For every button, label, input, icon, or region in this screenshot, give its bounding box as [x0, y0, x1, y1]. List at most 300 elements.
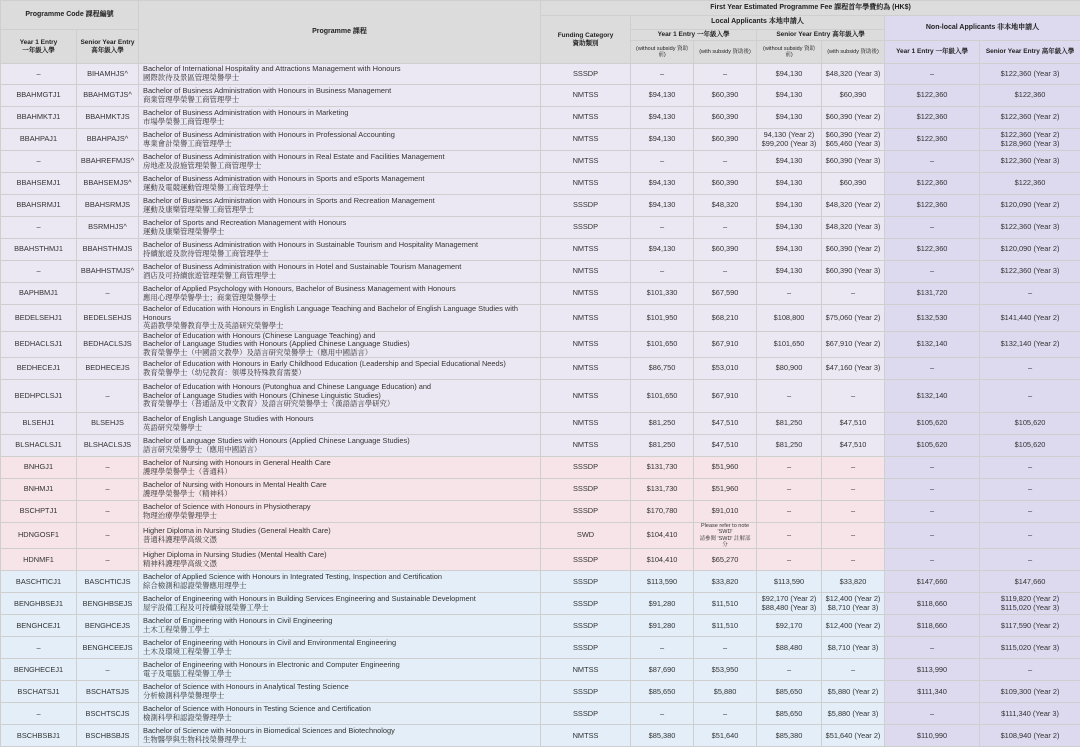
- nonlocal-year1-fee: $132,530: [885, 305, 980, 332]
- nonlocal-year1-fee: $113,990: [885, 659, 980, 681]
- programme-name: [139, 85, 541, 107]
- local-senior-with-subsidy-fee: $60,390: [822, 85, 885, 107]
- nonlocal-year1-header: Year 1 Entry 一年級入學: [885, 41, 980, 64]
- nonlocal-senior-header: Senior Year Entry 高年級入學: [980, 41, 1080, 64]
- local-senior-with-subsidy-fee: $47,510: [822, 435, 885, 457]
- local-senior-without-subsidy-fee: –: [757, 549, 822, 571]
- programme-name-line: Bachelor of Nursing with Honours in Mental Health Care: [143, 480, 327, 490]
- programme-name-line: Bachelor of Business Administration with Honours in Real Estate and Facilities Management: [143, 151, 445, 161]
- local-senior-with-subsidy-fee: $8,710 (Year 3): [822, 637, 885, 659]
- table-row: [1, 549, 1080, 571]
- funding-category: SSSDP: [541, 217, 631, 239]
- table-row: [1, 305, 1080, 332]
- programme-name-line: Bachelor of English Language Studies with Honours: [143, 414, 314, 424]
- senior-entry-code: BEDHACLSJS: [77, 331, 139, 358]
- year1-entry-code: BBAHSTHMJ1: [1, 239, 77, 261]
- programme-name: [139, 659, 541, 681]
- nonlocal-senior-fee: $122,360 (Year 3): [980, 261, 1080, 283]
- programme-name-line: 土木工程榮譽工學士: [143, 624, 210, 634]
- local-senior-with-subsidy-fee-line: $12,400 (Year 2): [825, 594, 881, 604]
- nonlocal-senior-fee: –: [980, 549, 1080, 571]
- table-row: [1, 659, 1080, 681]
- local-year1-without-subsidy-fee: –: [631, 64, 694, 85]
- senior-entry-code: BIHAMHJS^: [77, 64, 139, 85]
- programme-name-line: Bachelor of Science with Honours in Physiotherapy: [143, 502, 311, 512]
- senior-entry-code: –: [77, 501, 139, 523]
- programme-name: [139, 703, 541, 725]
- table-row: [1, 107, 1080, 129]
- local-year1-without-subsidy-fee: $85,650: [631, 681, 694, 703]
- local-senior-without-subsidy-fee: –: [757, 283, 822, 305]
- table-row: [1, 615, 1080, 637]
- year1-entry-code: BBAHSEMJ1: [1, 173, 77, 195]
- year1-entry-code: –: [1, 261, 77, 283]
- table-row: [1, 195, 1080, 217]
- table-row: [1, 593, 1080, 615]
- programme-name: [139, 129, 541, 151]
- table-row: [1, 380, 1080, 413]
- table-row: [1, 501, 1080, 523]
- local-year1-without-subsidy-fee: $85,380: [631, 725, 694, 747]
- senior-entry-code: BBAHMKTJS: [77, 107, 139, 129]
- programme-name: [139, 479, 541, 501]
- programme-name-line: Bachelor of Engineering with Honours in Civil Engineering: [143, 616, 333, 626]
- local-senior-without-subsidy-fee: $81,250: [757, 413, 822, 435]
- local-senior-without-subsidy-fee: $101,650: [757, 331, 822, 358]
- nonlocal-senior-fee: $147,660: [980, 571, 1080, 593]
- local-senior-without-subsidy-fee: $108,800: [757, 305, 822, 332]
- senior-entry-code: BEDELSEHJS: [77, 305, 139, 332]
- programme-name: [139, 523, 541, 549]
- year1-entry-code: BBAHMGTJ1: [1, 85, 77, 107]
- nonlocal-senior-fee-line: $122,360 (Year 2): [1000, 129, 1060, 139]
- funding-category: NMTSS: [541, 107, 631, 129]
- programme-name-line: Bachelor of Education with Honours (Chinese Language Teaching) and: [143, 331, 376, 340]
- local-senior-with-subsidy-fee: –: [822, 283, 885, 305]
- programme-name-line: 教育榮譽學士（幼兒教育：領導及特殊教育需要）: [143, 367, 306, 377]
- programme-name: [139, 358, 541, 380]
- programme-name: [139, 151, 541, 173]
- nonlocal-senior-fee: $122,360 (Year 2): [980, 107, 1080, 129]
- funding-category: SSSDP: [541, 501, 631, 523]
- local-senior-with-subsidy-fee: $47,160 (Year 3): [822, 358, 885, 380]
- programme-name: [139, 195, 541, 217]
- nonlocal-year1-fee: –: [885, 457, 980, 479]
- nonlocal-senior-fee: $108,940 (Year 2): [980, 725, 1080, 747]
- programme-name: [139, 107, 541, 129]
- nonlocal-year1-fee: $122,360: [885, 85, 980, 107]
- local-year1-with-subsidy-fee: $51,640: [694, 725, 757, 747]
- local-senior-with-subsidy-fee: $33,820: [822, 571, 885, 593]
- local-year1-without-subsidy-fee: –: [631, 261, 694, 283]
- nonlocal-year1-fee: –: [885, 151, 980, 173]
- table-row: [1, 681, 1080, 703]
- programme-name-line: Bachelor of Engineering with Honours in Civil and Environmental Engineering: [143, 638, 397, 648]
- year1-entry-code: BLSHACLSJ1: [1, 435, 77, 457]
- funding-category: SSSDP: [541, 615, 631, 637]
- local-senior-with-subsidy-fee: $51,640 (Year 2): [822, 725, 885, 747]
- programme-name: [139, 173, 541, 195]
- local-year1-without-subsidy-fee: $94,130: [631, 195, 694, 217]
- table-row: [1, 457, 1080, 479]
- programme-name-line: 土木及環境工程榮譽工學士: [143, 646, 232, 656]
- programme-name-line: Bachelor of Engineering with Honours in Electronic and Computer Engineering: [143, 660, 400, 670]
- senior-entry-code: BLSEHJS: [77, 413, 139, 435]
- local-senior-with-subsidy-fee: $5,880 (Year 3): [822, 703, 885, 725]
- programme-name-line: Bachelor of Education with Honours in Early Childhood Education (Leadership and Special Educational Needs): [143, 359, 506, 369]
- programme-name: [139, 637, 541, 659]
- local-year1-without-subsidy-fee: –: [631, 217, 694, 239]
- programme-name: [139, 435, 541, 457]
- nonlocal-senior-fee: $132,140 (Year 2): [980, 331, 1080, 358]
- funding-category: NMTSS: [541, 283, 631, 305]
- programme-code-header: Programme Code 課程編號: [1, 1, 139, 30]
- local-year1-with-subsidy-fee: $51,960: [694, 479, 757, 501]
- programme-name: [139, 331, 541, 358]
- funding-category: NMTSS: [541, 659, 631, 681]
- nonlocal-senior-fee: $122,360 (Year 3): [980, 151, 1080, 173]
- local-senior-header: Senior Year Entry 高年級入學: [757, 30, 885, 41]
- local-year1-without-subsidy-fee: $94,130: [631, 129, 694, 151]
- local-year1-without-subsidy-fee: $101,330: [631, 283, 694, 305]
- year1-entry-code: –: [1, 217, 77, 239]
- local-senior-without-subsidy-fee-line: $92,170 (Year 2): [761, 594, 817, 604]
- local-senior-with-subsidy-fee: –: [822, 659, 885, 681]
- local-year1-with-subsidy-fee: $47,510: [694, 435, 757, 457]
- nonlocal-year1-fee: –: [885, 549, 980, 571]
- programme-name-line: 護理學榮譽學士（精神科）: [143, 488, 232, 498]
- table-row: [1, 331, 1080, 358]
- local-senior-without-subsidy-fee: [757, 129, 822, 151]
- local-year1-without-subsidy-fee: $94,130: [631, 107, 694, 129]
- programme-name: [139, 593, 541, 615]
- nonlocal-senior-fee: –: [980, 523, 1080, 549]
- year1-entry-code: HDNGOSF1: [1, 523, 77, 549]
- local-senior-with-subsidy-fee: $48,320 (Year 3): [822, 64, 885, 85]
- funding-category: NMTSS: [541, 380, 631, 413]
- local-year1-with-subsidy-fee: $53,010: [694, 358, 757, 380]
- programme-name-line: 綜合檢測和認證榮譽應用理學士: [143, 580, 247, 590]
- year1-entry-code: BEDHPCLSJ1: [1, 380, 77, 413]
- senior-entry-code: BSCHATSJS: [77, 681, 139, 703]
- senior-entry-code: –: [77, 457, 139, 479]
- programme-rows: [1, 64, 1080, 747]
- local-year1-with-subsidy-fee: –: [694, 703, 757, 725]
- local-year1-with-subsidy-fee-line: 請參閱 'SWD' 註解部分: [699, 535, 751, 549]
- senior-year-entry-zh: 高年級入學: [91, 46, 124, 54]
- local-year1-without-subsidy-fee: $131,730: [631, 457, 694, 479]
- nonlocal-year1-fee: –: [885, 64, 980, 85]
- senior-year-entry-header: [77, 30, 139, 64]
- local-year1-with-subsidy-fee: $47,510: [694, 413, 757, 435]
- year1-entry-en: Year 1 Entry: [19, 39, 58, 47]
- local-year1-with-subsidy-fee: $67,910: [694, 331, 757, 358]
- local-year1-without-subsidy-fee: $91,280: [631, 593, 694, 615]
- funding-category: SWD: [541, 523, 631, 549]
- table-row: [1, 725, 1080, 747]
- programme-name-line: 屋宇設備工程及可持續發展榮譽工學士: [143, 602, 269, 612]
- local-senior-without-subsidy-fee: $85,380: [757, 725, 822, 747]
- funding-category-header: [541, 16, 631, 64]
- programme-name-line: 分析檢測科學榮譽理學士: [143, 690, 225, 700]
- local-senior-without-subsidy-fee: [757, 593, 822, 615]
- programme-name-line: Bachelor of Applied Psychology with Honours, Bachelor of Business Management with Honours: [143, 283, 456, 293]
- year1-entry-code: BNHGJ1: [1, 457, 77, 479]
- local-year1-with-subsidy-fee: $60,390: [694, 129, 757, 151]
- senior-year-entry-en: Senior Year Entry: [80, 39, 135, 47]
- nonlocal-applicants-header: Non-local Applicants 非本地申請人: [885, 16, 1080, 41]
- funding-category: NMTSS: [541, 435, 631, 457]
- local-year1-without-subsidy-fee: $113,590: [631, 571, 694, 593]
- local-senior-with-subsidy-fee: [822, 593, 885, 615]
- funding-category: SSSDP: [541, 457, 631, 479]
- nonlocal-senior-fee: $141,440 (Year 2): [980, 305, 1080, 332]
- local-year1-with-subsidy-fee: –: [694, 151, 757, 173]
- programme-name: [139, 549, 541, 571]
- programme-name: [139, 615, 541, 637]
- local-year1-with-subsidy-fee: $60,390: [694, 239, 757, 261]
- nonlocal-year1-fee: –: [885, 217, 980, 239]
- local-senior-with-subsidy-fee-line: $60,390 (Year 2): [825, 129, 881, 139]
- programme-name-line: Bachelor of Business Administration with Honours in Sports and eSports Management: [143, 173, 425, 183]
- local-year1-with-subsidy-fee: $60,390: [694, 107, 757, 129]
- funding-category: NMTSS: [541, 413, 631, 435]
- local-senior-with-subsidy-fee: –: [822, 479, 885, 501]
- local-year1-with-subsidy-fee: $48,320: [694, 195, 757, 217]
- programme-name-line: Higher Diploma in Nursing Studies (General Health Care): [143, 526, 331, 536]
- nonlocal-senior-fee: –: [980, 358, 1080, 380]
- programme-name-line: 運動及電競運動管理榮譽工商管理學士: [143, 182, 269, 192]
- programme-name-line: 酒店及可持續旅遊管理榮譽工商管理學士: [143, 270, 277, 280]
- nonlocal-year1-fee: –: [885, 358, 980, 380]
- programme-name: [139, 305, 541, 332]
- programme-name-line: 護理學榮譽學士（普通科）: [143, 466, 232, 476]
- local-senior-without-subsidy-fee: –: [757, 659, 822, 681]
- local-senior-with-subsidy-fee: $67,910 (Year 2): [822, 331, 885, 358]
- nonlocal-year1-fee: $111,340: [885, 681, 980, 703]
- local-senior-with-subsidy-fee-line: $8,710 (Year 3): [827, 602, 879, 612]
- nonlocal-senior-fee: $105,620: [980, 413, 1080, 435]
- local-year1-with-subsidy-fee: –: [694, 217, 757, 239]
- local-senior-with-subsidy-fee: –: [822, 549, 885, 571]
- year1-entry-code: HDNMF1: [1, 549, 77, 571]
- local-year1-without-subsidy-fee: $91,280: [631, 615, 694, 637]
- nonlocal-senior-fee: –: [980, 501, 1080, 523]
- programme-name-line: 教育榮譽學士（中國語文教學）及語言研究榮譽學士（應用中國語言）: [143, 347, 373, 357]
- programme-name-line: 生物醫學與生物科技榮譽理學士: [143, 734, 247, 744]
- table-row: [1, 435, 1080, 457]
- local-year1-without-subsidy-fee: $170,780: [631, 501, 694, 523]
- funding-category: NMTSS: [541, 239, 631, 261]
- programme-name-line: 持續旅遊及款待管理榮譽工商管理學士: [143, 248, 269, 258]
- table-row: [1, 129, 1080, 151]
- nonlocal-year1-fee: –: [885, 501, 980, 523]
- local-year1-without-subsidy-fee: $94,130: [631, 85, 694, 107]
- programme-name-line: 應用心理學榮譽學士；商業管理榮譽學士: [143, 292, 277, 302]
- programme-name-line: 商業管理學榮譽工商管理學士: [143, 94, 240, 104]
- local-year1-with-subsidy-fee: $91,010: [694, 501, 757, 523]
- local-year1-without-subsidy-fee: –: [631, 637, 694, 659]
- programme-name-line: Bachelor of Science with Honours in Analytical Testing Science: [143, 682, 349, 692]
- local-year1-without-subsidy-fee: $101,650: [631, 331, 694, 358]
- senior-entry-code: BENGHCEJS: [77, 615, 139, 637]
- senior-entry-code: BSCHBSBJS: [77, 725, 139, 747]
- local-year1-without-subsidy-fee: –: [631, 703, 694, 725]
- nonlocal-year1-fee: $122,360: [885, 107, 980, 129]
- programme-name-line: Bachelor of Applied Science with Honours in Integrated Testing, Inspection and Certification: [143, 572, 442, 582]
- programme-name: [139, 261, 541, 283]
- local-year1-with-subsidy-fee: $60,390: [694, 85, 757, 107]
- programme-name-line: Bachelor of Business Administration with Honours in Sports and Recreation Management: [143, 195, 435, 205]
- nonlocal-senior-fee: $120,090 (Year 2): [980, 239, 1080, 261]
- local-senior-with-subsidy-fee: –: [822, 501, 885, 523]
- year1-entry-code: BBAHMKTJ1: [1, 107, 77, 129]
- local-year1-without-subsidy-fee: $131,730: [631, 479, 694, 501]
- local-year1-with-subsidy-fee: $60,390: [694, 173, 757, 195]
- table-row: [1, 217, 1080, 239]
- nonlocal-senior-fee: –: [980, 479, 1080, 501]
- year1-entry-code: –: [1, 637, 77, 659]
- programme-name: [139, 571, 541, 593]
- local-year1-without-subsidy-fee: $101,650: [631, 380, 694, 413]
- nonlocal-senior-fee: [980, 129, 1080, 151]
- programme-name-line: 房地產及設施管理榮譽工商管理學士: [143, 160, 262, 170]
- local-year1-with-subsidy-fee: $53,950: [694, 659, 757, 681]
- senior-entry-code: BSRMHJS^: [77, 217, 139, 239]
- funding-category: NMTSS: [541, 151, 631, 173]
- local-senior-with-subsidy-fee: $48,320 (Year 2): [822, 195, 885, 217]
- programme-header: Programme 課程: [139, 1, 541, 64]
- nonlocal-year1-fee: $122,360: [885, 195, 980, 217]
- programme-name-line: 普通科護理學高級文憑: [143, 534, 217, 544]
- senior-entry-code: BBAHSRMJS: [77, 195, 139, 217]
- local-senior-with-subsidy-fee: $60,390 (Year 3): [822, 151, 885, 173]
- local-senior-with-subsidy-fee: –: [822, 523, 885, 549]
- nonlocal-year1-fee: –: [885, 637, 980, 659]
- local-senior-with-subsidy-fee: $60,390 (Year 2): [822, 107, 885, 129]
- nonlocal-senior-fee: $122,360 (Year 3): [980, 64, 1080, 85]
- programme-name-line: Bachelor of Engineering with Honours in Building Services Engineering and Sustainable Development: [143, 594, 476, 604]
- local-senior-without-subsidy-fee: $94,130: [757, 107, 822, 129]
- nonlocal-year1-fee: $122,360: [885, 173, 980, 195]
- funding-category: NMTSS: [541, 725, 631, 747]
- table-row: [1, 479, 1080, 501]
- funding-category: SSSDP: [541, 64, 631, 85]
- table-row: [1, 64, 1080, 85]
- nonlocal-year1-fee: $110,990: [885, 725, 980, 747]
- year1-entry-code: BENGHBSEJ1: [1, 593, 77, 615]
- local-year1-with-subsidy-fee: $65,270: [694, 549, 757, 571]
- programme-name-line: Bachelor of Language Studies with Honours (Applied Chinese Language Studies): [143, 436, 410, 446]
- local-senior-with-subsidy-fee: $60,390 (Year 2): [822, 239, 885, 261]
- year1-entry-code: BSCHBSBJ1: [1, 725, 77, 747]
- funding-category: NMTSS: [541, 129, 631, 151]
- programme-name-line: Bachelor of Business Administration with Honours in Professional Accounting: [143, 129, 395, 139]
- year1-entry-code: –: [1, 703, 77, 725]
- local-senior-with-subsidy-fee: $60,390: [822, 173, 885, 195]
- nonlocal-senior-fee: $122,360 (Year 3): [980, 217, 1080, 239]
- local-senior-with-subsidy-fee: $12,400 (Year 2): [822, 615, 885, 637]
- local-year1-with-subsidy-fee: [694, 523, 757, 549]
- funding-category: NMTSS: [541, 173, 631, 195]
- nonlocal-senior-fee: $115,020 (Year 3): [980, 637, 1080, 659]
- programme-name-line: Bachelor of Education with Honours (Putonghua and Chinese Language Education) and: [143, 382, 432, 392]
- programme-name-line: Bachelor of Business Administration with Honours in Marketing: [143, 107, 349, 117]
- local-senior-with-subsidy-fee: $48,320 (Year 3): [822, 217, 885, 239]
- local-senior-without-subsidy-fee: $94,130: [757, 239, 822, 261]
- programme-name: [139, 725, 541, 747]
- local-senior-with-subsidy-fee: [822, 129, 885, 151]
- local-senior-without-subsidy-fee: $94,130: [757, 85, 822, 107]
- local-senior-without-subsidy-fee: $113,590: [757, 571, 822, 593]
- local-senior-without-subsidy-fee-line: $88,480 (Year 3): [761, 602, 817, 612]
- programme-name-line: 電子及電腦工程榮譽工學士: [143, 668, 232, 678]
- local-year1-without-subsidy-fee: $94,130: [631, 239, 694, 261]
- local-senior-without-subsidy-fee: $94,130: [757, 151, 822, 173]
- table-row: [1, 637, 1080, 659]
- programme-name-line: Bachelor of Business Administration with Honours in Sustainable Tourism and Hospitality Management: [143, 239, 479, 249]
- nonlocal-senior-fee: [980, 593, 1080, 615]
- table-row: [1, 173, 1080, 195]
- nonlocal-senior-fee-line: $128,960 (Year 3): [1000, 138, 1060, 148]
- funding-category: NMTSS: [541, 331, 631, 358]
- nonlocal-senior-fee-line: $119,820 (Year 2): [1000, 594, 1060, 604]
- nonlocal-year1-fee: –: [885, 479, 980, 501]
- local-senior-without-subsidy-fee: –: [757, 457, 822, 479]
- programme-name-line: 專業會計榮譽工商管理學士: [143, 138, 232, 148]
- local-senior-without-subsidy-fee-line: $99,200 (Year 3): [761, 138, 817, 148]
- local-year1-without-subsidy-fee: $104,410: [631, 523, 694, 549]
- local-senior-without-subsidy-fee: $80,900: [757, 358, 822, 380]
- funding-category: SSSDP: [541, 549, 631, 571]
- programme-name-line: Bachelor of Language Studies with Honours (Chinese Linguistic Studies): [143, 390, 381, 400]
- local-senior-without-subsidy-fee: $92,170: [757, 615, 822, 637]
- programme-name-line: 運動及康樂管理榮譽工商管理學士: [143, 204, 254, 214]
- funding-category: SSSDP: [541, 637, 631, 659]
- local-senior-without-subsidy-fee: –: [757, 501, 822, 523]
- local-senior-without-subsidy-fee: $81,250: [757, 435, 822, 457]
- local-year1-with-subsidy-fee: $11,510: [694, 615, 757, 637]
- fee-title-header: First Year Estimated Programme Fee 課程首年學費約為 (HK$): [541, 1, 1080, 16]
- senior-entry-code: –: [77, 283, 139, 305]
- local-year1-without-subsidy: (without subsidy 資助前): [631, 41, 694, 64]
- local-year1-with-subsidy-fee: $68,210: [694, 305, 757, 332]
- nonlocal-year1-fee: –: [885, 523, 980, 549]
- local-senior-without-subsidy-fee-line: 94,130 (Year 2): [763, 129, 815, 139]
- year1-entry-code: –: [1, 64, 77, 85]
- table-row: [1, 283, 1080, 305]
- local-senior-with-subsidy-fee: $60,390 (Year 3): [822, 261, 885, 283]
- programme-name-line: Bachelor of Science with Honours in Testing Science and Certification: [143, 704, 371, 714]
- senior-entry-code: BBAHSTHMJS: [77, 239, 139, 261]
- local-year1-with-subsidy-fee: $5,880: [694, 681, 757, 703]
- senior-entry-code: BEDHECEJS: [77, 358, 139, 380]
- programme-name-line: Bachelor of Education with Honours in English Language Teaching and Bachelor of English Language Studies with Honours: [143, 304, 519, 322]
- nonlocal-senior-fee: –: [980, 457, 1080, 479]
- local-year1-with-subsidy-fee: $67,590: [694, 283, 757, 305]
- senior-entry-code: BSCHTSCJS: [77, 703, 139, 725]
- funding-category: SSSDP: [541, 479, 631, 501]
- year1-entry-code: –: [1, 151, 77, 173]
- local-senior-without-subsidy-fee: –: [757, 380, 822, 413]
- programme-name: [139, 457, 541, 479]
- programme-name-line: Bachelor of Science with Honours in Biomedical Sciences and Biotechnology: [143, 726, 395, 736]
- table-row: [1, 523, 1080, 549]
- year1-entry-code: BNHMJ1: [1, 479, 77, 501]
- senior-entry-code: –: [77, 380, 139, 413]
- nonlocal-year1-fee: –: [885, 261, 980, 283]
- table-row: [1, 85, 1080, 107]
